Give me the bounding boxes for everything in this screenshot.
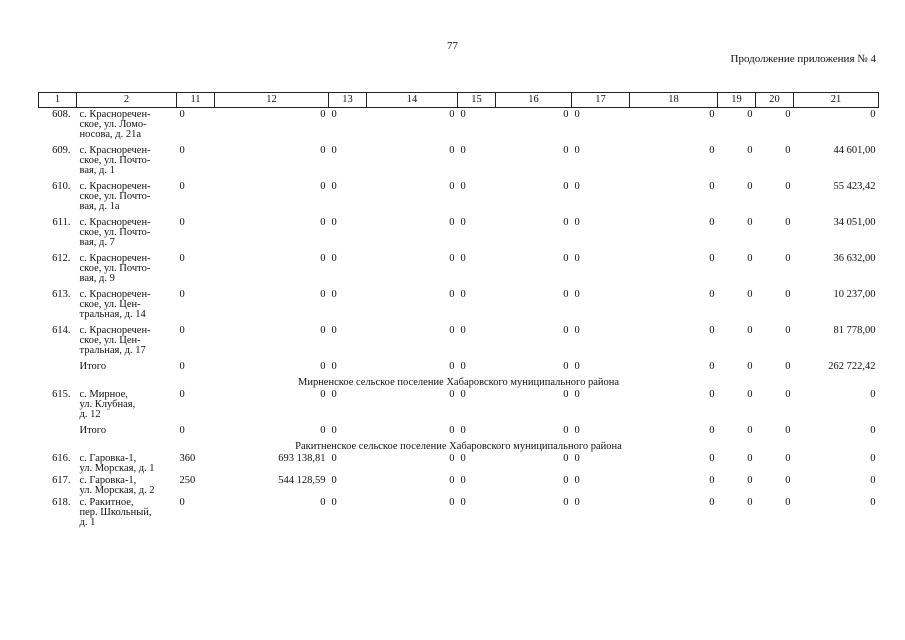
value-cell: 0: [331, 145, 337, 156]
total-row: [39, 360, 879, 376]
value-cell: 360: [179, 453, 196, 464]
table-row: [39, 180, 879, 216]
value-cell: 0: [574, 361, 580, 372]
table-row: [39, 452, 879, 474]
row-number-cell: [39, 360, 77, 376]
value-cell: 0: [785, 325, 791, 336]
value-cell: 0: [747, 145, 753, 156]
value-cell: 0: [331, 497, 337, 508]
value-cell: 0: [179, 361, 185, 372]
value-cell: 0: [785, 453, 791, 464]
value-cell: 0: [449, 325, 455, 336]
value-cell: 0: [563, 181, 569, 192]
value-cell: 0: [563, 361, 569, 372]
value-cell: 0: [331, 109, 337, 120]
value-cell: 0: [331, 389, 337, 400]
value-cell: 0: [331, 425, 337, 436]
value-cell: 0: [574, 253, 580, 264]
value-cell: 0: [179, 325, 185, 336]
table-row: [39, 288, 879, 324]
value-cell: 0: [563, 475, 569, 486]
value-cell: 0: [460, 425, 466, 436]
value-cell: 0: [747, 109, 753, 120]
value-cell: 0: [460, 475, 466, 486]
value-cell: 0: [179, 145, 185, 156]
value-cell: 0: [449, 361, 455, 372]
value-cell: 0: [747, 361, 753, 372]
row-number-cell: 614.: [52, 325, 71, 336]
value-cell: 0: [574, 453, 580, 464]
table-row: [39, 216, 879, 252]
value-cell: 0: [320, 361, 326, 372]
address-cell: Итого: [79, 425, 107, 436]
value-cell: 36 632,00: [833, 253, 876, 264]
value-cell: 0: [320, 389, 326, 400]
value-cell: 0: [709, 181, 715, 192]
appendix-continuation-label: Продолжение приложения № 4: [730, 53, 876, 65]
value-cell: 250: [179, 475, 196, 486]
value-cell: 0: [574, 389, 580, 400]
value-cell: 10 237,00: [833, 289, 876, 300]
address-cell: с. Красноречен- ское, ул. Цен- тральная, д. 17: [79, 325, 151, 356]
section-heading: Ракитненское сельское поселение Хабаровского муниципального района: [295, 441, 622, 452]
value-cell: 0: [449, 181, 455, 192]
value-cell: 0: [747, 217, 753, 228]
value-cell: 0: [460, 389, 466, 400]
value-cell: 0: [320, 109, 326, 120]
column-header: 17: [572, 93, 630, 108]
column-header: 11: [177, 93, 215, 108]
value-cell: 0: [574, 325, 580, 336]
address-cell: с. Красноречен- ское, ул. Ломо- носова, д. 21а: [79, 109, 151, 140]
value-cell: 0: [574, 109, 580, 120]
value-cell: 0: [709, 109, 715, 120]
value-cell: 0: [785, 475, 791, 486]
table-row: [39, 324, 879, 360]
value-cell: 0: [785, 289, 791, 300]
table-row: [39, 474, 879, 496]
value-cell: 0: [331, 325, 337, 336]
value-cell: 0: [331, 181, 337, 192]
value-cell: 0: [331, 253, 337, 264]
value-cell: 0: [563, 289, 569, 300]
value-cell: 0: [574, 289, 580, 300]
row-number-cell: 616.: [52, 453, 71, 464]
value-cell: 0: [320, 425, 326, 436]
value-cell: 0: [460, 109, 466, 120]
table-body: [39, 108, 879, 533]
section-heading-row: [39, 376, 879, 388]
value-cell: 0: [785, 361, 791, 372]
value-cell: 0: [460, 497, 466, 508]
column-header: 12: [215, 93, 329, 108]
address-cell: с. Красноречен- ское, ул. Почто- вая, д. 1а: [79, 181, 151, 212]
row-number-cell: 618.: [52, 497, 71, 508]
value-cell: 0: [785, 181, 791, 192]
value-cell: 0: [563, 497, 569, 508]
value-cell: 0: [460, 217, 466, 228]
column-header: 2: [77, 93, 177, 108]
value-cell: 0: [331, 289, 337, 300]
value-cell: 0: [179, 253, 185, 264]
value-cell: 0: [320, 253, 326, 264]
table-row: [39, 108, 879, 145]
address-cell: с. Красноречен- ское, ул. Почто- вая, д. 7: [79, 217, 151, 248]
value-cell: 693 138,81: [278, 453, 326, 464]
value-cell: 0: [709, 145, 715, 156]
value-cell: 34 051,00: [833, 217, 876, 228]
value-cell: 0: [449, 425, 455, 436]
value-cell: 0: [179, 109, 185, 120]
value-cell: 0: [449, 289, 455, 300]
table-header-row: [39, 93, 879, 108]
value-cell: 0: [747, 475, 753, 486]
value-cell: 0: [709, 389, 715, 400]
value-cell: 0: [709, 497, 715, 508]
value-cell: 0: [709, 453, 715, 464]
value-cell: 0: [709, 475, 715, 486]
value-cell: 0: [460, 253, 466, 264]
value-cell: 0: [563, 253, 569, 264]
value-cell: 0: [563, 325, 569, 336]
value-cell: 0: [331, 453, 337, 464]
address-cell: с. Красноречен- ское, ул. Цен- тральная, д. 14: [79, 289, 151, 320]
value-cell: 0: [320, 497, 326, 508]
column-header: 20: [756, 93, 794, 108]
row-number-cell: [39, 424, 77, 440]
value-cell: 0: [785, 425, 791, 436]
value-cell: 0: [449, 453, 455, 464]
value-cell: 0: [709, 325, 715, 336]
value-cell: 0: [320, 145, 326, 156]
value-cell: 81 778,00: [833, 325, 876, 336]
value-cell: 0: [870, 475, 876, 486]
value-cell: 0: [747, 181, 753, 192]
column-header: 15: [458, 93, 496, 108]
value-cell: 0: [709, 361, 715, 372]
value-cell: 0: [709, 425, 715, 436]
value-cell: 0: [574, 497, 580, 508]
section-heading-row: [39, 440, 879, 452]
value-cell: 0: [320, 181, 326, 192]
value-cell: 0: [870, 425, 876, 436]
value-cell: 0: [574, 475, 580, 486]
value-cell: 0: [179, 181, 185, 192]
row-number-cell: 617.: [52, 475, 71, 486]
value-cell: 0: [449, 497, 455, 508]
value-cell: 0: [331, 217, 337, 228]
address-cell: с. Мирное, ул. Клубная, д. 12: [79, 389, 136, 420]
value-cell: 0: [563, 109, 569, 120]
value-cell: 0: [747, 253, 753, 264]
value-cell: 0: [785, 389, 791, 400]
row-number-cell: 611.: [52, 217, 71, 228]
value-cell: 0: [449, 109, 455, 120]
column-header: 14: [367, 93, 458, 108]
value-cell: 0: [563, 453, 569, 464]
value-cell: 0: [449, 145, 455, 156]
value-cell: 0: [320, 325, 326, 336]
value-cell: 0: [574, 181, 580, 192]
column-header: 18: [630, 93, 718, 108]
value-cell: 0: [785, 217, 791, 228]
value-cell: 0: [460, 145, 466, 156]
value-cell: 0: [179, 217, 185, 228]
row-number-cell: 613.: [52, 289, 71, 300]
value-cell: 0: [449, 217, 455, 228]
value-cell: 0: [785, 109, 791, 120]
value-cell: 0: [747, 453, 753, 464]
value-cell: 0: [747, 497, 753, 508]
value-cell: 0: [709, 253, 715, 264]
value-cell: 0: [574, 217, 580, 228]
value-cell: 0: [449, 475, 455, 486]
value-cell: 0: [563, 425, 569, 436]
value-cell: 0: [179, 289, 185, 300]
column-header: 1: [39, 93, 77, 108]
value-cell: 262 722,42: [828, 361, 876, 372]
value-cell: 0: [709, 217, 715, 228]
value-cell: 55 423,42: [833, 181, 876, 192]
address-cell: Итого: [79, 361, 107, 372]
total-row: [39, 424, 879, 440]
value-cell: 0: [785, 497, 791, 508]
value-cell: 0: [460, 361, 466, 372]
address-cell: с. Ракитное, пер. Школьный, д. 1: [79, 497, 152, 528]
value-cell: 544 128,59: [278, 475, 326, 486]
column-header: 21: [794, 93, 879, 108]
value-cell: 0: [320, 289, 326, 300]
value-cell: 0: [179, 497, 185, 508]
value-cell: 0: [709, 289, 715, 300]
value-cell: 0: [460, 325, 466, 336]
column-header: 19: [718, 93, 756, 108]
value-cell: 0: [747, 289, 753, 300]
row-number-cell: 608.: [52, 109, 71, 120]
value-cell: 0: [449, 253, 455, 264]
column-header: 13: [329, 93, 367, 108]
value-cell: 0: [460, 181, 466, 192]
table-row: [39, 252, 879, 288]
value-cell: 0: [563, 145, 569, 156]
address-cell: с. Гаровка-1, ул. Морская, д. 1: [79, 453, 155, 474]
value-cell: 0: [747, 389, 753, 400]
page-number: 77: [447, 40, 458, 52]
table-row: [39, 144, 879, 180]
value-cell: 0: [563, 217, 569, 228]
section-heading: Мирненское сельское поселение Хабаровского муниципального района: [297, 377, 620, 388]
row-number-cell: 610.: [52, 181, 71, 192]
value-cell: 0: [747, 325, 753, 336]
value-cell: 0: [179, 425, 185, 436]
data-table: [38, 92, 879, 532]
value-cell: 44 601,00: [833, 145, 876, 156]
table-row: [39, 388, 879, 424]
row-number-cell: 612.: [52, 253, 71, 264]
value-cell: 0: [460, 453, 466, 464]
value-cell: 0: [320, 217, 326, 228]
value-cell: 0: [449, 389, 455, 400]
address-cell: с. Красноречен- ское, ул. Почто- вая, д. 9: [79, 253, 151, 284]
value-cell: 0: [460, 289, 466, 300]
value-cell: 0: [331, 361, 337, 372]
row-number-cell: 615.: [52, 389, 71, 400]
row-number-cell: 609.: [52, 145, 71, 156]
value-cell: 0: [870, 109, 876, 120]
value-cell: 0: [870, 453, 876, 464]
value-cell: 0: [870, 497, 876, 508]
value-cell: 0: [574, 145, 580, 156]
column-header: 16: [496, 93, 572, 108]
value-cell: 0: [574, 425, 580, 436]
table-row: [39, 496, 879, 532]
value-cell: 0: [179, 389, 185, 400]
address-cell: с. Гаровка-1, ул. Морская, д. 2: [79, 475, 155, 496]
value-cell: 0: [785, 253, 791, 264]
value-cell: 0: [563, 389, 569, 400]
value-cell: 0: [331, 475, 337, 486]
value-cell: 0: [785, 145, 791, 156]
value-cell: 0: [747, 425, 753, 436]
value-cell: 0: [870, 389, 876, 400]
address-cell: с. Красноречен- ское, ул. Почто- вая, д. 1: [79, 145, 151, 176]
